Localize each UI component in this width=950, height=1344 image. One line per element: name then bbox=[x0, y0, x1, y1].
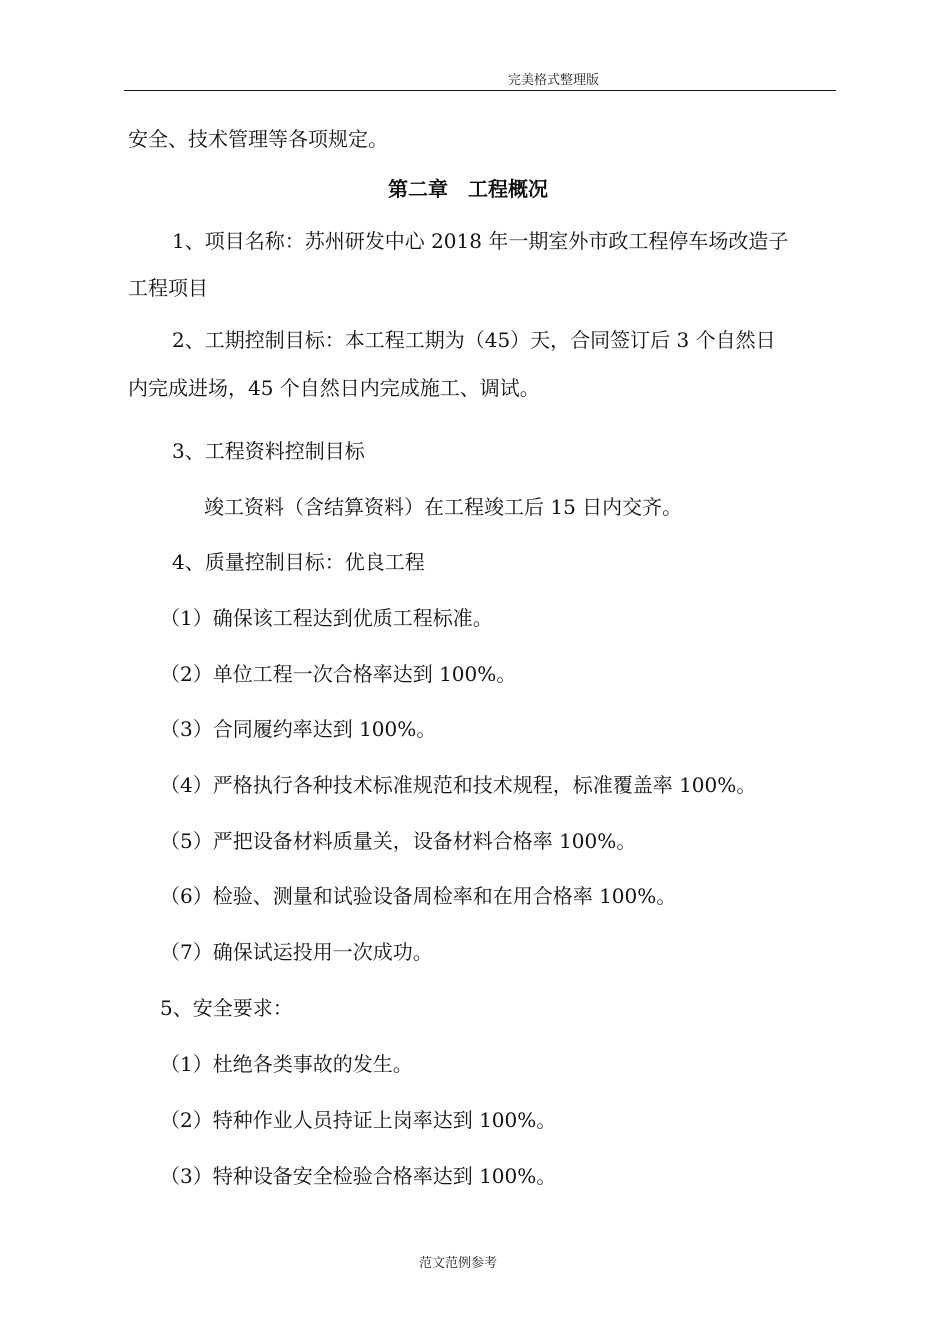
continuation-text: 安全、技术管理等各项规定。 bbox=[128, 127, 388, 151]
documents-target-heading: 3、工程资料控制目标 bbox=[172, 439, 365, 463]
project-name-line-1: 1、项目名称：苏州研发中心 2018 年一期室外市政工程停车场改造子 bbox=[172, 229, 789, 253]
page-footer-text: 范文范例参考 bbox=[419, 1256, 498, 1271]
safety-item: （2）特种作业人员持证上岗率达到 100%。 bbox=[160, 1108, 557, 1132]
quality-item: （6）检验、测量和试验设备周检率和在用合格率 100%。 bbox=[160, 884, 677, 908]
project-name-line-2: 工程项目 bbox=[128, 276, 208, 300]
safety-item: （1）杜绝各类事故的发生。 bbox=[160, 1052, 413, 1076]
schedule-target-line-1: 2、工期控制目标：本工程工期为（45）天，合同签订后 3 个自然日 bbox=[172, 328, 776, 352]
page-header-text: 完美格式整理版 bbox=[508, 73, 600, 88]
documents-target-text: 竣工资料（含结算资料）在工程竣工后 15 日内交齐。 bbox=[204, 495, 683, 519]
quality-item: （7）确保试运投用一次成功。 bbox=[160, 940, 433, 964]
page-header-rule bbox=[124, 72, 836, 91]
safety-requirements-heading: 5、安全要求： bbox=[160, 996, 293, 1020]
schedule-target-line-2: 内完成进场，45 个自然日内完成施工、调试。 bbox=[128, 376, 540, 400]
quality-item: （3）合同履约率达到 100%。 bbox=[160, 717, 437, 741]
quality-item: （2）单位工程一次合格率达到 100%。 bbox=[160, 662, 517, 686]
quality-item: （1）确保该工程达到优质工程标准。 bbox=[160, 606, 493, 630]
chapter-title: 第二章 工程概况 bbox=[388, 177, 548, 201]
safety-item: （3）特种设备安全检验合格率达到 100%。 bbox=[160, 1164, 557, 1188]
quality-item: （5）严把设备材料质量关，设备材料合格率 100%。 bbox=[160, 829, 637, 853]
quality-target-heading: 4、质量控制目标：优良工程 bbox=[172, 550, 425, 574]
quality-item: （4）严格执行各种技术标准规范和技术规程，标准覆盖率 100%。 bbox=[160, 773, 757, 797]
